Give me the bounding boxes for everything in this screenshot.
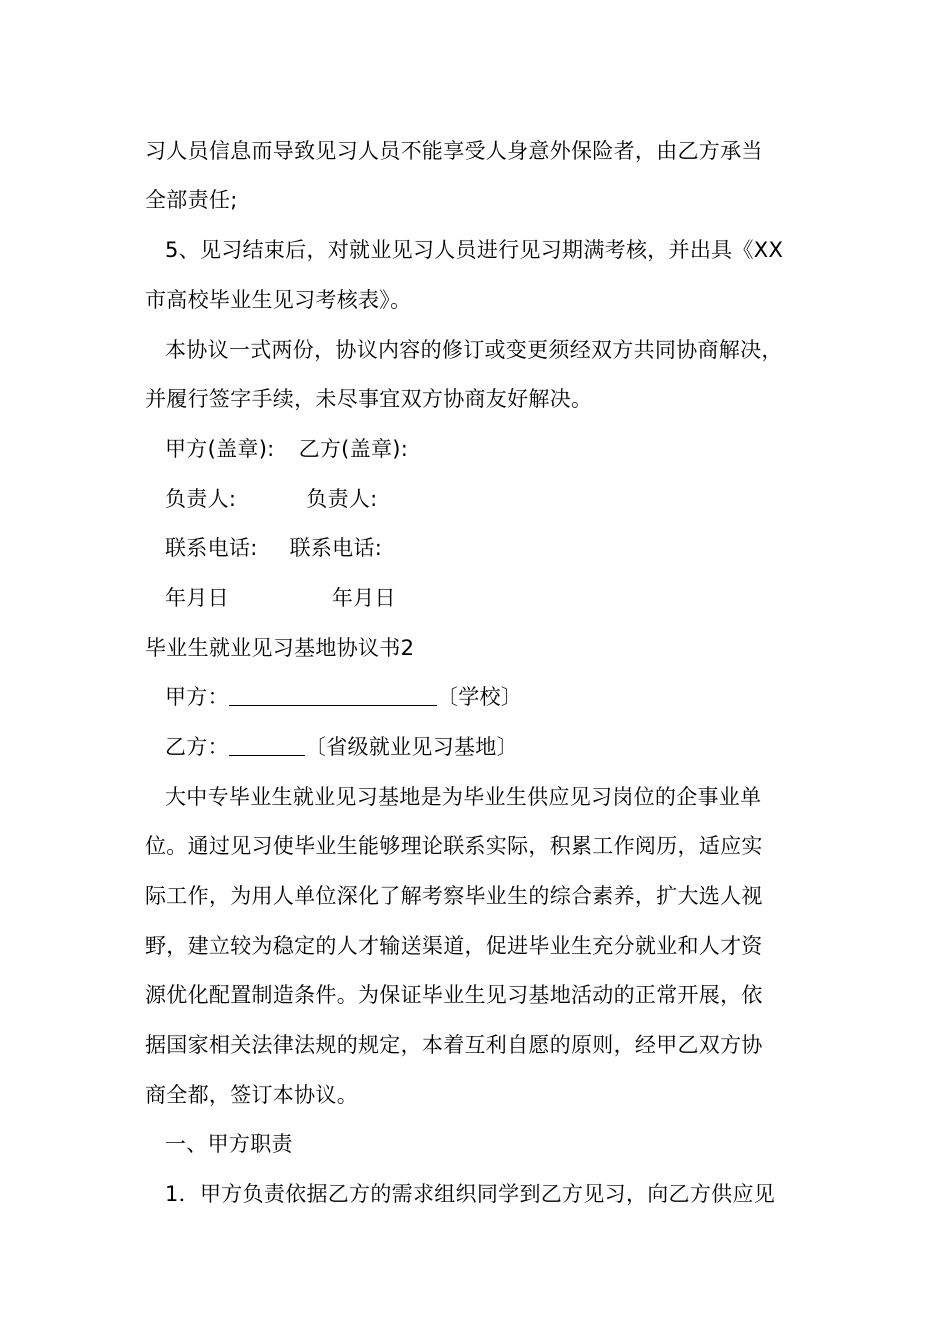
paragraph-line: 本协议一式两份，协议内容的修订或变更须经双方共同协商解决，: [165, 338, 783, 362]
party-a-seal-label: 甲方(盖章):: [165, 437, 275, 461]
party-b-seal-label: 乙方(盖章):: [298, 437, 409, 461]
paragraph-line: 据国家相关法律法规的规定，本着互利自愿的原则，经甲乙双方协: [145, 1033, 763, 1057]
section-heading: 一、甲方职责: [165, 1132, 293, 1156]
paragraph-line: 商全都，签订本协议。: [145, 1083, 358, 1107]
party-a-row: [165, 682, 522, 712]
party-a-blank: [229, 683, 437, 706]
party-b-date-label: 年月日: [331, 586, 396, 610]
paragraph-line: 大中专毕业生就业见习基地是为毕业生供应见习岗位的企事业单: [165, 785, 762, 809]
signature-date-row: [165, 583, 396, 613]
party-a-date-label: 年月日: [165, 586, 229, 610]
paragraph-line: 并履行签字手续，未尽事宜双方协商友好解决。: [145, 387, 593, 411]
paragraph-line: 源优化配置制造条件。为保证毕业生见习基地活动的正常开展，依: [145, 983, 763, 1007]
party-b-blank: [229, 733, 305, 756]
party-b-label: 乙方：: [165, 735, 229, 759]
party-a-responsible-label: 负责人:: [165, 487, 237, 511]
party-a-label: 甲方：: [165, 685, 229, 709]
list-item: 1．甲方负责依据乙方的需求组织同学到乙方见习，向乙方供应见: [165, 1182, 776, 1206]
party-a-suffix: 〔学校〕: [436, 685, 523, 709]
paragraph-line: 5、见习结束后，对就业见习人员进行见习期满考核，并出具《XX: [165, 238, 784, 262]
party-b-phone-label: 联系电话:: [289, 536, 383, 560]
party-b-suffix: 〔省级就业见习基地〕: [304, 735, 518, 759]
paragraph-line: 际工作，为用人单位深化了解考察毕业生的综合素养，扩大选人视: [145, 884, 763, 908]
signature-phone-row: [165, 533, 382, 563]
party-a-phone-label: 联系电话:: [165, 536, 258, 560]
paragraph-line: 位。通过见习使毕业生能够理论联系实际，积累工作阅历，适应实: [145, 834, 763, 858]
party-b-responsible-label: 负责人:: [306, 487, 378, 511]
signature-responsible-row: [165, 484, 378, 514]
paragraph-line: 市高校毕业生见习考核表》。: [145, 288, 412, 312]
section-title: 毕业生就业见习基地协议书2: [145, 636, 415, 660]
paragraph-line: 习人员信息而导致见习人员不能享受人身意外保险者，由乙方承当: [145, 139, 763, 163]
paragraph-line: 野，建立较为稳定的人才输送渠道，促进毕业生充分就业和人才资: [145, 934, 763, 958]
paragraph-line: 全部责任;: [145, 188, 238, 212]
party-b-row: [165, 732, 518, 762]
signature-seal-row: [165, 434, 408, 464]
